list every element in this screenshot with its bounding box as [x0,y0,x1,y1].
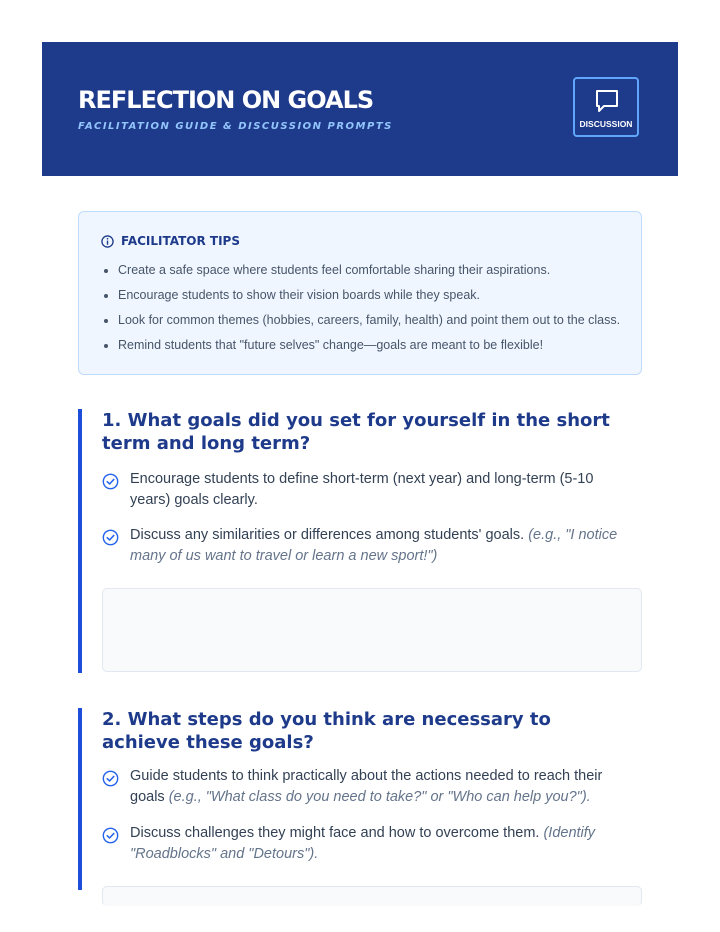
tip-item: • Create a safe space where students feel comfortable sharing their aspirations. [118,262,620,287]
check-circle-icon [102,827,119,844]
check-circle-icon [102,529,119,546]
page-title: REFLECTION ON GOALS [78,86,374,114]
info-icon [101,235,114,248]
facilitator-tips-box [78,211,642,375]
prompt-text: Discuss any similarities or differences among students' goals. (e.g., "I notice many of us want to travel or learn a new sport!") [130,527,618,564]
prompt-example: (e.g., "I notice many of us want to travel or learn a new sport!") [130,527,618,564]
check-circle-icon [102,770,119,787]
prompt-text: Guide students to think practically about the actions needed to reach their goals (e.g., "What class do you need to take?" or "Who can help you?"). [130,768,603,805]
section-accent-bar [78,409,82,673]
prompt-example: (e.g., "What class do you need to take?" or "Who can help you?"). [168,789,591,805]
tip-item: • Encourage students to show their vision boards while they speak. [118,287,620,312]
tip-item: • Remind students that "future selves" change—goals are meant to be flexible! [118,337,620,362]
chat-bubble-icon [594,88,620,114]
question-title: 1. What goals did you set for yourself in the short term and long term? [102,410,610,454]
answer-box[interactable] [102,886,642,906]
prompt-text: Encourage students to define short-term (next year) and long-term (5-10 years) goals clearly. [130,471,594,508]
tips-heading [101,234,240,248]
page-subtitle: FACILITATION GUIDE & DISCUSSION PROMPTS [78,121,393,132]
tips-list [101,262,620,362]
section-accent-bar [78,708,82,890]
question-title: 2. What steps do you think are necessary to achieve these goals? [102,709,551,753]
prompt-text: Discuss challenges they might face and how to overcome them. (Identify "Roadblocks" and "Detours"). [130,825,596,862]
tip-item: • Look for common themes (hobbies, careers, family, health) and point them out to the class. [118,312,620,337]
tips-title: FACILITATOR TIPS [121,234,240,248]
answer-box[interactable] [102,588,642,672]
check-circle-icon [102,473,119,490]
question-section-1 [78,409,642,673]
header-banner [42,42,678,176]
question-section-2 [78,708,642,890]
discussion-badge [573,77,639,137]
prompt-example: (Identify "Roadblocks" and "Detours"). [130,825,596,862]
badge-label: DISCUSSION [579,119,633,129]
